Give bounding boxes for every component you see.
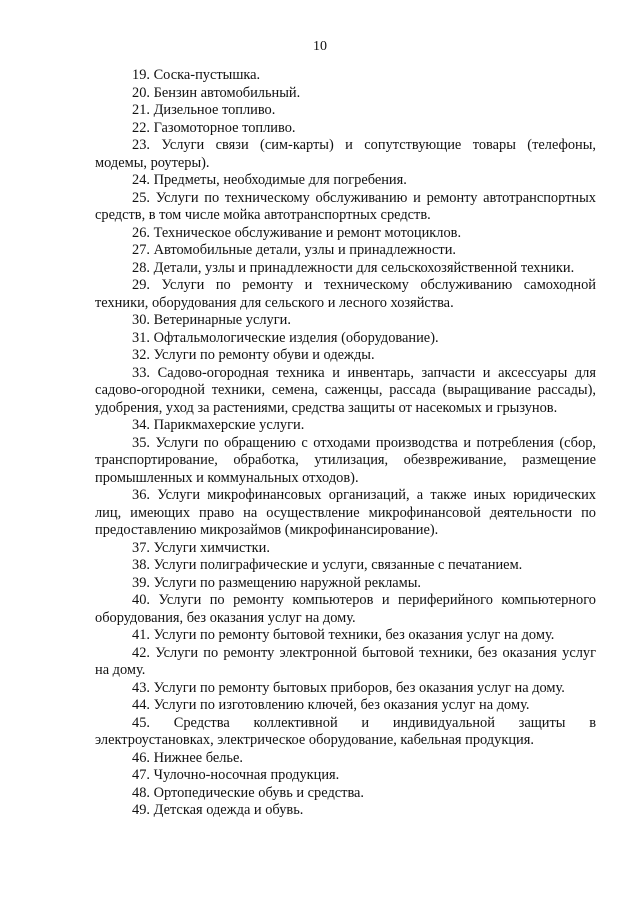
- list-item: 19. Соска-пустышка.: [132, 67, 261, 83]
- list-item: 44. Услуги по изготовлению ключей, без оказания услуг на дому.: [132, 697, 530, 713]
- list-item: 42. Услуги по ремонту электронной бытовой техники, без оказания услуг на дому.: [95, 644, 596, 678]
- list-item: 46. Нижнее белье.: [132, 749, 243, 766]
- list-item: 28. Детали, узлы и принадлежности для сельскохозяйственной техники.: [132, 259, 575, 276]
- list-item: 30. Ветеринарные услуги.: [132, 312, 291, 328]
- list-item: 33. Садово-огородная техника и инвентарь, запчасти и аксессуары для садово-огородной техники, семена, саженцы, рассада (выращивание рассады), удобрения, уход за растениями, средства защиты от насекомых и грызунов.: [95, 364, 596, 416]
- list-item: 35. Услуги по обращению с отходами производства и потребления (сбор, транспортирование, обработка, утилизация, обезвреживание, размещение промышленных и коммунальных отходов).: [95, 434, 596, 486]
- list-item: 48. Ортопедические обувь и средства.: [132, 784, 365, 801]
- list-item: 36. Услуги микрофинансовых организаций, а также иных юридических лиц, имеющих право на осуществление микрофинансовой деятельности по предоставлению микрозаймов (микрофинансирование).: [95, 487, 596, 538]
- list-item: 26. Техническое обслуживание и ремонт мотоциклов.: [132, 224, 462, 241]
- list-item: 38. Услуги полиграфические и услуги, связанные с печатанием.: [132, 557, 523, 573]
- list-item: 22. Газомоторное топливо.: [132, 119, 296, 136]
- list-item: 49. Детская одежда и обувь.: [132, 802, 304, 818]
- list-item: 39. Услуги по размещению наружной рекламы.: [132, 574, 422, 591]
- item-list: [95, 67, 596, 820]
- list-item: 47. Чулочно-носочная продукция.: [132, 767, 340, 783]
- list-item: 29. Услуги по ремонту и техническому обслуживанию самоходной техники, оборудования для сельского и лесного хозяйства.: [95, 277, 596, 311]
- list-item: 25. Услуги по техническому обслуживанию и ремонту автотранспортных средств, в том числе мойка автотранспортных средств.: [95, 189, 596, 223]
- list-item: 45. Средства коллективной и индивидуальной защиты в электроустановках, электрическое оборудование, кабельная продукция.: [95, 714, 596, 748]
- list-item: 37. Услуги химчистки.: [132, 539, 270, 556]
- list-item: 43. Услуги по ремонту бытовых приборов, без оказания услуг на дому.: [132, 679, 565, 696]
- list-item: 27. Автомобильные детали, узлы и принадлежности.: [132, 242, 456, 258]
- list-item: 21. Дизельное топливо.: [132, 102, 276, 118]
- list-item: 24. Предметы, необходимые для погребения.: [132, 172, 407, 188]
- page-number: 10: [313, 39, 327, 54]
- list-item: 34. Парикмахерские услуги.: [132, 417, 305, 433]
- list-item: 20. Бензин автомобильный.: [132, 84, 301, 101]
- list-item: 23. Услуги связи (сим-карты) и сопутствующие товары (телефоны, модемы, роутеры).: [95, 137, 596, 171]
- list-item: 41. Услуги по ремонту бытовой техники, без оказания услуг на дому.: [132, 627, 555, 643]
- list-item: 32. Услуги по ремонту обуви и одежды.: [132, 347, 375, 363]
- list-item: 31. Офтальмологические изделия (оборудование).: [132, 329, 439, 346]
- list-item: 40. Услуги по ремонту компьютеров и периферийного компьютерного оборудования, без оказания услуг на дому.: [95, 592, 596, 626]
